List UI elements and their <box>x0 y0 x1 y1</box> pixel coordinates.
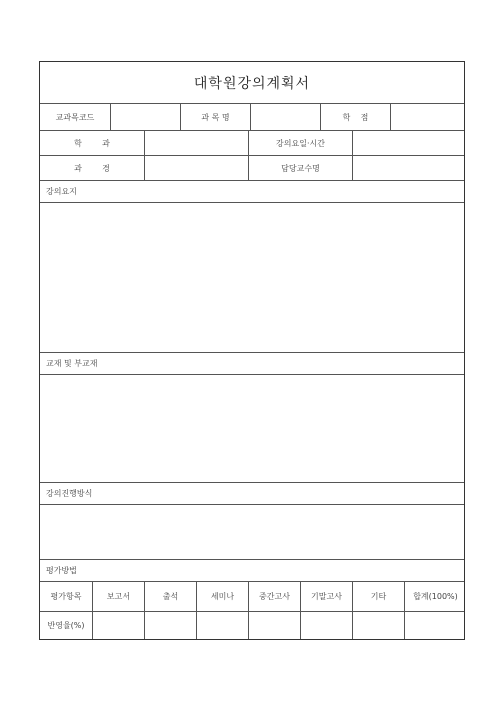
course-code-label: 교과목코드 <box>55 112 95 122</box>
summary-label: 강의요지 <box>46 187 77 196</box>
credit-field[interactable] <box>390 104 466 130</box>
track-label: 과 경 <box>74 163 110 173</box>
lecture-plan-form <box>39 61 465 640</box>
evaluation-ratio-row <box>40 612 464 639</box>
eval-ratio-final[interactable] <box>300 612 352 639</box>
eval-header-report: 보고서 <box>92 582 144 611</box>
info-row-course <box>40 104 464 131</box>
professor-label: 담당교수명 <box>248 156 352 180</box>
evaluation-header <box>40 560 464 582</box>
department-label: 학 과 <box>74 138 110 148</box>
eval-header-final: 기말고사 <box>300 582 352 611</box>
course-name-field[interactable] <box>250 104 320 130</box>
materials-field[interactable] <box>40 375 464 483</box>
eval-header-attendance: 출석 <box>144 582 196 611</box>
eval-ratio-report[interactable] <box>92 612 144 639</box>
form-title: 대학원강의계획서 <box>193 75 311 92</box>
eval-header-item: 평가항목 <box>50 592 82 601</box>
materials-header <box>40 353 464 375</box>
course-name-label: 과 목 명 <box>180 104 250 130</box>
track-field[interactable] <box>144 156 248 180</box>
method-label: 강의진행방식 <box>46 489 93 498</box>
info-row-professor <box>40 156 464 181</box>
eval-header-total: 합계(100%) <box>404 582 466 611</box>
eval-ratio-attendance[interactable] <box>144 612 196 639</box>
method-field[interactable] <box>40 505 464 560</box>
eval-header-other: 기타 <box>352 582 404 611</box>
eval-ratio-total[interactable] <box>404 612 466 639</box>
schedule-label: 강의요일·시간 <box>248 131 352 155</box>
summary-header <box>40 181 464 203</box>
title-row <box>40 62 464 104</box>
eval-ratio-other[interactable] <box>352 612 404 639</box>
info-row-department <box>40 131 464 156</box>
credit-label: 학 점 <box>320 104 390 130</box>
materials-label: 교재 및 부교재 <box>46 359 98 368</box>
course-code-field[interactable] <box>110 104 180 130</box>
department-field[interactable] <box>144 131 248 155</box>
summary-field[interactable] <box>40 203 464 353</box>
evaluation-label: 평가방법 <box>46 566 77 575</box>
eval-ratio-seminar[interactable] <box>196 612 248 639</box>
eval-header-midterm: 중간고사 <box>248 582 300 611</box>
eval-header-seminar: 세미나 <box>196 582 248 611</box>
method-header <box>40 483 464 505</box>
professor-field[interactable] <box>352 156 466 180</box>
eval-ratio-midterm[interactable] <box>248 612 300 639</box>
schedule-field[interactable] <box>352 131 466 155</box>
eval-ratio-label: 반영율(%) <box>47 621 85 630</box>
evaluation-header-row <box>40 582 464 612</box>
